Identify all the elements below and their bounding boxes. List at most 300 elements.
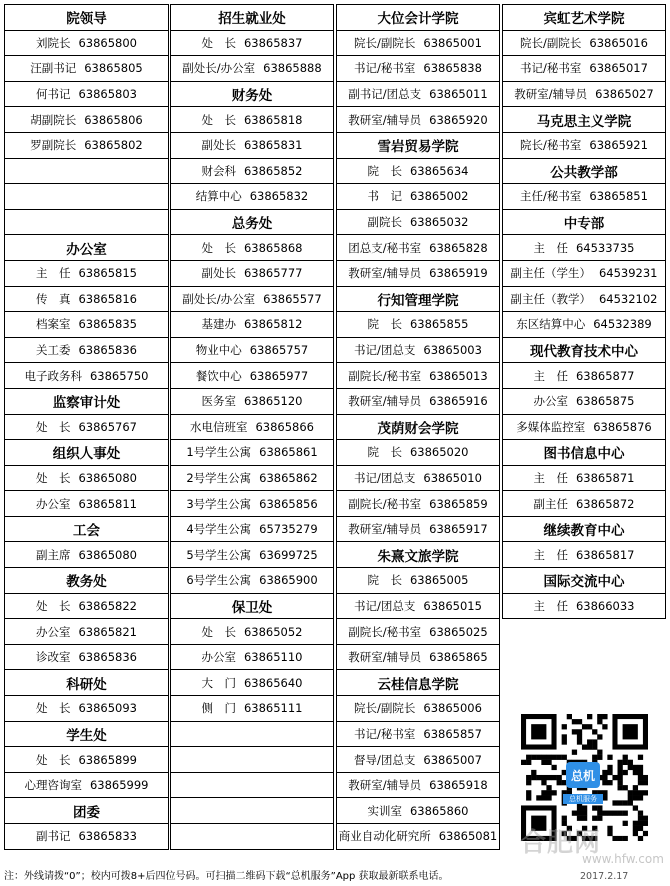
contact-phone[interactable]: 63865020	[409, 445, 469, 460]
contact-phone[interactable]: 63865859	[429, 496, 488, 511]
contact-name: 2号学生公寓	[186, 470, 252, 485]
contact-name: 财会科	[201, 163, 236, 178]
contact-name: 传 真	[35, 291, 71, 306]
contact-phone[interactable]: 63865851	[589, 189, 648, 204]
contact-phone[interactable]: 64532102	[598, 291, 658, 306]
contact-phone[interactable]: 63865005	[409, 573, 469, 588]
contact-name: 院长/副院长	[354, 35, 416, 50]
contact-name: 心理咨询室	[24, 778, 82, 793]
contact-row	[336, 594, 500, 620]
contact-name: 水电信班室	[189, 419, 248, 434]
contact-name: 办公室	[201, 650, 236, 665]
contact-row	[170, 542, 334, 568]
contact-phone[interactable]: 63865016	[589, 35, 648, 50]
empty-row	[4, 159, 169, 185]
contact-name: 罗副院长	[30, 138, 77, 153]
contact-row	[170, 312, 334, 338]
section-header: 办公室	[4, 235, 169, 261]
contact-row	[4, 261, 169, 287]
contact-name: 主 任	[533, 547, 568, 562]
contact-phone[interactable]: 63865803	[78, 87, 138, 102]
contact-row	[4, 696, 169, 722]
qr-badge: 总机	[566, 762, 600, 788]
contact-name: 医务室	[201, 394, 236, 409]
directory-column-4	[502, 4, 666, 619]
empty-row	[170, 824, 334, 850]
section-header: 继续教育中心	[502, 517, 666, 543]
contact-name: 副书记/团总支	[348, 87, 422, 102]
contact-phone[interactable]: 63865821	[78, 624, 138, 639]
contact-phone[interactable]: 63865816	[78, 291, 138, 306]
contact-name: 东区结算中心	[516, 317, 586, 332]
contact-phone[interactable]: 63865836	[78, 343, 138, 358]
contact-row	[170, 363, 334, 389]
contact-phone[interactable]: 63865805	[84, 61, 143, 76]
contact-row	[336, 517, 500, 543]
section-header: 图书信息中心	[502, 440, 666, 466]
contact-row	[502, 261, 666, 287]
contact-phone[interactable]: 63865999	[89, 778, 149, 793]
contact-phone[interactable]: 63865916	[429, 394, 488, 409]
contact-row	[502, 466, 666, 492]
contact-row	[170, 107, 334, 133]
contact-row	[336, 261, 500, 287]
contact-phone[interactable]: 63865634	[409, 163, 469, 178]
contact-name: 办公室	[533, 394, 568, 409]
contact-phone[interactable]: 63865080	[78, 470, 138, 485]
contact-row	[4, 133, 169, 159]
contact-name: 大 门	[201, 675, 236, 690]
contact-name: 胡副院长	[30, 112, 77, 127]
contact-row	[170, 440, 334, 466]
contact-name: 物业中心	[195, 343, 242, 358]
contact-row	[4, 107, 169, 133]
contact-name: 4号学生公寓	[186, 522, 252, 537]
contact-row	[170, 338, 334, 364]
section-header: 公共教学部	[502, 159, 666, 185]
section-header: 茂荫财会学院	[336, 415, 500, 441]
contact-phone[interactable]: 63865837	[243, 35, 303, 50]
contact-row	[336, 210, 500, 236]
contact-row	[170, 491, 334, 517]
contact-phone[interactable]: 63865003	[423, 343, 482, 358]
section-header: 云桂信息学院	[336, 670, 500, 696]
section-header: 总务处	[170, 210, 334, 236]
contact-phone[interactable]: 63865110	[243, 650, 303, 665]
contact-name: 书记/秘书室	[354, 61, 416, 76]
contact-row	[170, 31, 334, 57]
contact-phone[interactable]: 63865857	[423, 726, 482, 741]
contact-name: 教研室/辅导员	[514, 87, 588, 102]
contact-name: 副主席	[35, 547, 71, 562]
contact-name: 副处长/办公室	[182, 291, 256, 306]
contact-row	[170, 159, 334, 185]
contact-row	[170, 670, 334, 696]
contact-phone[interactable]: 63865865	[429, 650, 488, 665]
contact-phone[interactable]: 63865025	[429, 624, 488, 639]
contact-phone[interactable]: 63865828	[429, 240, 488, 255]
contact-phone[interactable]: 63865833	[78, 829, 138, 844]
contact-phone[interactable]: 63865010	[423, 470, 482, 485]
empty-row	[170, 798, 334, 824]
contact-row	[336, 440, 500, 466]
contact-row	[4, 287, 169, 313]
contact-row	[336, 312, 500, 338]
contact-phone[interactable]: 63865862	[259, 470, 318, 485]
contact-name: 处 长	[201, 240, 236, 255]
section-header: 组织人事处	[4, 440, 169, 466]
contact-phone[interactable]: 63865838	[423, 61, 482, 76]
section-header: 马克思主义学院	[502, 107, 666, 133]
contact-phone[interactable]: 63865872	[575, 496, 635, 511]
contact-row	[4, 338, 169, 364]
contact-phone[interactable]: 63865013	[429, 368, 488, 383]
contact-phone[interactable]: 63865831	[243, 138, 303, 153]
contact-phone[interactable]: 63865822	[78, 598, 138, 613]
contact-phone[interactable]: 63865750	[89, 368, 149, 383]
contact-phone[interactable]: 63865817	[575, 547, 635, 562]
contact-name: 1号学生公寓	[186, 445, 252, 460]
contact-row	[502, 542, 666, 568]
directory-column-3	[336, 4, 500, 850]
contact-phone[interactable]: 63865001	[423, 35, 482, 50]
contact-row	[4, 645, 169, 671]
contact-row	[502, 287, 666, 313]
contact-phone[interactable]: 63865093	[78, 701, 138, 716]
contact-name: 汪副书记	[30, 61, 77, 76]
qr-badge-subtitle: 总机服务	[563, 794, 603, 804]
empty-row	[4, 210, 169, 236]
contact-phone[interactable]: 63865812	[243, 317, 303, 332]
contact-row	[170, 645, 334, 671]
contact-phone[interactable]: 63865027	[595, 87, 654, 102]
contact-row	[502, 56, 666, 82]
contact-name: 副院长/秘书室	[348, 496, 422, 511]
section-header: 行知管理学院	[336, 287, 500, 313]
contact-phone[interactable]: 63865802	[84, 138, 143, 153]
section-header: 现代教育技术中心	[502, 338, 666, 364]
contact-name: 院长/副院长	[354, 701, 416, 716]
section-header: 保卫处	[170, 594, 334, 620]
contact-phone[interactable]: 63865920	[429, 112, 488, 127]
contact-row	[336, 31, 500, 57]
contact-name: 教研室/辅导员	[348, 778, 422, 793]
contact-name: 教研室/辅导员	[348, 650, 422, 665]
section-header: 团委	[4, 798, 169, 824]
contact-name: 院 长	[367, 163, 402, 178]
contact-row	[336, 184, 500, 210]
contact-name: 副主任（学生）	[510, 266, 591, 281]
contact-row	[4, 56, 169, 82]
contact-phone[interactable]: 63865919	[429, 266, 488, 281]
contact-name: 副院长/秘书室	[348, 624, 422, 639]
section-header: 院领导	[4, 5, 169, 31]
contact-phone[interactable]: 63865888	[263, 61, 322, 76]
contact-name: 刘院长	[35, 35, 71, 50]
contact-row	[502, 235, 666, 261]
contact-phone[interactable]: 63865006	[423, 701, 482, 716]
watermark-url: www.hfw.com	[582, 852, 664, 866]
contact-name: 院 长	[367, 317, 402, 332]
contact-row	[336, 824, 500, 850]
contact-name: 副主任	[533, 496, 568, 511]
contact-name: 书记/团总支	[354, 470, 416, 485]
contact-name: 副处长/办公室	[182, 61, 256, 76]
empty-row	[4, 184, 169, 210]
empty-row	[170, 722, 334, 748]
contact-name: 教研室/辅导员	[348, 394, 422, 409]
section-header: 国际交流中心	[502, 568, 666, 594]
contact-row	[336, 568, 500, 594]
contact-row	[4, 747, 169, 773]
contact-name: 团总支/秘书室	[348, 240, 422, 255]
contact-name: 何书记	[35, 87, 71, 102]
contact-row	[170, 568, 334, 594]
contact-name: 处 长	[35, 598, 71, 613]
contact-name: 处 长	[201, 624, 236, 639]
contact-row	[4, 363, 169, 389]
contact-row	[502, 31, 666, 57]
contact-name: 教研室/辅导员	[348, 266, 422, 281]
contact-row	[170, 619, 334, 645]
contact-name: 处 长	[201, 35, 236, 50]
contact-phone[interactable]: 63865080	[78, 547, 138, 562]
section-header: 科研处	[4, 670, 169, 696]
contact-phone[interactable]: 63865800	[78, 35, 138, 50]
contact-row	[336, 466, 500, 492]
contact-row	[4, 594, 169, 620]
contact-phone[interactable]: 63865860	[409, 803, 469, 818]
section-header: 财务处	[170, 82, 334, 108]
contact-phone[interactable]: 63865815	[78, 266, 138, 281]
contact-name: 电子政务科	[24, 368, 82, 383]
contact-phone[interactable]: 63865977	[249, 368, 309, 383]
contact-row	[336, 235, 500, 261]
contact-row	[502, 363, 666, 389]
contact-name: 院长/副院长	[520, 35, 582, 50]
directory-column-2	[170, 4, 334, 850]
contact-row	[336, 338, 500, 364]
contact-phone[interactable]: 63865811	[78, 496, 138, 511]
contact-name: 商业自动化研究所	[338, 829, 431, 844]
contact-row	[336, 82, 500, 108]
contact-name: 办公室	[35, 624, 71, 639]
contact-name: 诊改室	[35, 650, 71, 665]
contact-phone[interactable]: 63865577	[263, 291, 322, 306]
contact-row	[4, 824, 169, 850]
contact-row	[336, 798, 500, 824]
contact-name: 书记/秘书室	[520, 61, 582, 76]
contact-row	[170, 287, 334, 313]
contact-row	[336, 722, 500, 748]
directory-column-1	[4, 4, 169, 850]
contact-phone[interactable]: 63865836	[78, 650, 138, 665]
contact-phone[interactable]: 63865921	[589, 138, 648, 153]
contact-name: 实训室	[367, 803, 402, 818]
contact-name: 主 任	[533, 598, 568, 613]
contact-name: 教研室/辅导员	[348, 112, 422, 127]
contact-phone[interactable]: 63865806	[84, 112, 143, 127]
contact-phone[interactable]: 63865855	[409, 317, 469, 332]
contact-row	[502, 312, 666, 338]
contact-row	[502, 184, 666, 210]
contact-name: 督导/团总支	[354, 752, 416, 767]
contact-phone[interactable]: 63865868	[243, 240, 303, 255]
contact-phone[interactable]: 63865876	[593, 419, 652, 434]
contact-row	[170, 133, 334, 159]
section-header: 宾虹艺术学院	[502, 5, 666, 31]
contact-phone[interactable]: 63865832	[249, 189, 309, 204]
contact-name: 主 任	[35, 266, 71, 281]
contact-name: 副院长/秘书室	[348, 368, 422, 383]
section-header: 招生就业处	[170, 5, 334, 31]
contact-name: 处 长	[35, 470, 71, 485]
contact-name: 院 长	[367, 445, 402, 460]
contact-phone[interactable]: 63865918	[429, 778, 488, 793]
section-header: 朱熹文旅学院	[336, 542, 500, 568]
contact-phone[interactable]: 63865866	[255, 419, 315, 434]
contact-name: 书记/团总支	[354, 343, 416, 358]
contact-phone[interactable]: 64539231	[598, 266, 658, 281]
section-header: 学生处	[4, 722, 169, 748]
contact-phone[interactable]: 63865777	[243, 266, 303, 281]
contact-phone[interactable]: 63865757	[249, 343, 309, 358]
contact-row	[502, 82, 666, 108]
section-header: 工会	[4, 517, 169, 543]
contact-name: 副书记	[35, 829, 71, 844]
contact-name: 基建办	[201, 317, 236, 332]
contact-name: 侧 门	[201, 701, 236, 716]
empty-row	[170, 773, 334, 799]
contact-phone[interactable]: 64533735	[575, 240, 635, 255]
contact-name: 餐饮中心	[195, 368, 242, 383]
contact-name: 处 长	[201, 112, 236, 127]
contact-row	[4, 312, 169, 338]
contact-phone[interactable]: 63865917	[429, 522, 488, 537]
contact-phone[interactable]: 63865011	[429, 87, 488, 102]
contact-row	[336, 56, 500, 82]
contact-phone[interactable]: 63865111	[243, 701, 303, 716]
contact-row	[170, 696, 334, 722]
contact-phone[interactable]: 63865120	[243, 394, 303, 409]
contact-row	[4, 773, 169, 799]
contact-phone[interactable]: 63865032	[409, 215, 469, 230]
contact-phone[interactable]: 63865081	[438, 829, 498, 844]
contact-row	[170, 415, 334, 441]
contact-phone[interactable]: 63865640	[243, 675, 303, 690]
contact-row	[4, 466, 169, 492]
contact-row	[336, 696, 500, 722]
contact-name: 副处长	[201, 266, 236, 281]
contact-row	[170, 389, 334, 415]
section-header: 教务处	[4, 568, 169, 594]
contact-phone[interactable]: 63865856	[259, 496, 318, 511]
contact-phone[interactable]: 63699725	[259, 547, 318, 562]
contact-name: 档案室	[35, 317, 71, 332]
contact-phone[interactable]: 63865852	[243, 163, 303, 178]
contact-row	[336, 159, 500, 185]
contact-row	[4, 491, 169, 517]
contact-row	[336, 619, 500, 645]
footer-note: 注：外线请拨“0”；校内可拨8+后四位号码。可扫描二维码下载“总机服务”App 获取最新联系电话。	[4, 871, 449, 882]
contact-phone[interactable]: 65735279	[259, 522, 318, 537]
contact-phone[interactable]: 63866033	[575, 598, 635, 613]
contact-row	[502, 133, 666, 159]
contact-phone[interactable]: 63865900	[259, 573, 318, 588]
contact-name: 副院长	[367, 215, 402, 230]
contact-phone[interactable]: 63865875	[575, 394, 635, 409]
contact-row	[170, 261, 334, 287]
contact-row	[4, 82, 169, 108]
contact-phone[interactable]: 63865835	[78, 317, 138, 332]
contact-phone[interactable]: 64532389	[593, 317, 652, 332]
contact-name: 教研室/辅导员	[348, 522, 422, 537]
contact-name: 院 长	[367, 573, 402, 588]
contact-row	[336, 389, 500, 415]
contact-name: 书记/团总支	[354, 598, 416, 613]
contact-row	[502, 415, 666, 441]
contact-row	[4, 542, 169, 568]
contact-name: 主 任	[533, 368, 568, 383]
contact-name: 5号学生公寓	[186, 547, 252, 562]
contact-row	[170, 466, 334, 492]
contact-row	[336, 747, 500, 773]
contact-name: 关工委	[35, 343, 71, 358]
contact-phone[interactable]: 63865002	[409, 189, 469, 204]
contact-phone[interactable]: 63865899	[78, 752, 138, 767]
contact-phone[interactable]: 63865052	[243, 624, 303, 639]
contact-phone[interactable]: 63865871	[575, 470, 635, 485]
contact-row	[502, 594, 666, 620]
section-header: 雪岩贸易学院	[336, 133, 500, 159]
watermark: 合肥网	[520, 828, 602, 858]
footer-date: 2017.2.17	[580, 871, 629, 882]
contact-name: 多媒体监控室	[516, 419, 586, 434]
contact-row	[336, 363, 500, 389]
contact-phone[interactable]: 63865017	[589, 61, 648, 76]
contact-row	[170, 235, 334, 261]
contact-name: 副处长	[201, 138, 236, 153]
contact-name: 主 任	[533, 470, 568, 485]
contact-name: 主任/秘书室	[520, 189, 582, 204]
contact-name: 副主任（教学）	[510, 291, 591, 306]
empty-row	[170, 747, 334, 773]
contact-phone[interactable]: 63865007	[423, 752, 482, 767]
contact-name: 6号学生公寓	[186, 573, 252, 588]
contact-name: 院长/秘书室	[520, 138, 582, 153]
section-header: 大位会计学院	[336, 5, 500, 31]
contact-row	[4, 415, 169, 441]
contact-row	[170, 517, 334, 543]
section-header: 中专部	[502, 210, 666, 236]
contact-row	[502, 491, 666, 517]
contact-name: 处 长	[35, 752, 71, 767]
contact-phone[interactable]: 63865877	[575, 368, 635, 383]
contact-row	[336, 773, 500, 799]
contact-row	[4, 31, 169, 57]
contact-phone[interactable]: 63865818	[243, 112, 303, 127]
contact-row	[336, 645, 500, 671]
contact-phone[interactable]: 63865767	[78, 419, 138, 434]
contact-name: 3号学生公寓	[186, 496, 252, 511]
contact-phone[interactable]: 63865015	[423, 598, 482, 613]
contact-name: 结算中心	[195, 189, 242, 204]
contact-name: 主 任	[533, 240, 568, 255]
contact-name: 办公室	[35, 496, 71, 511]
contact-name: 书 记	[367, 189, 402, 204]
contact-row	[336, 107, 500, 133]
contact-phone[interactable]: 63865861	[259, 445, 318, 460]
